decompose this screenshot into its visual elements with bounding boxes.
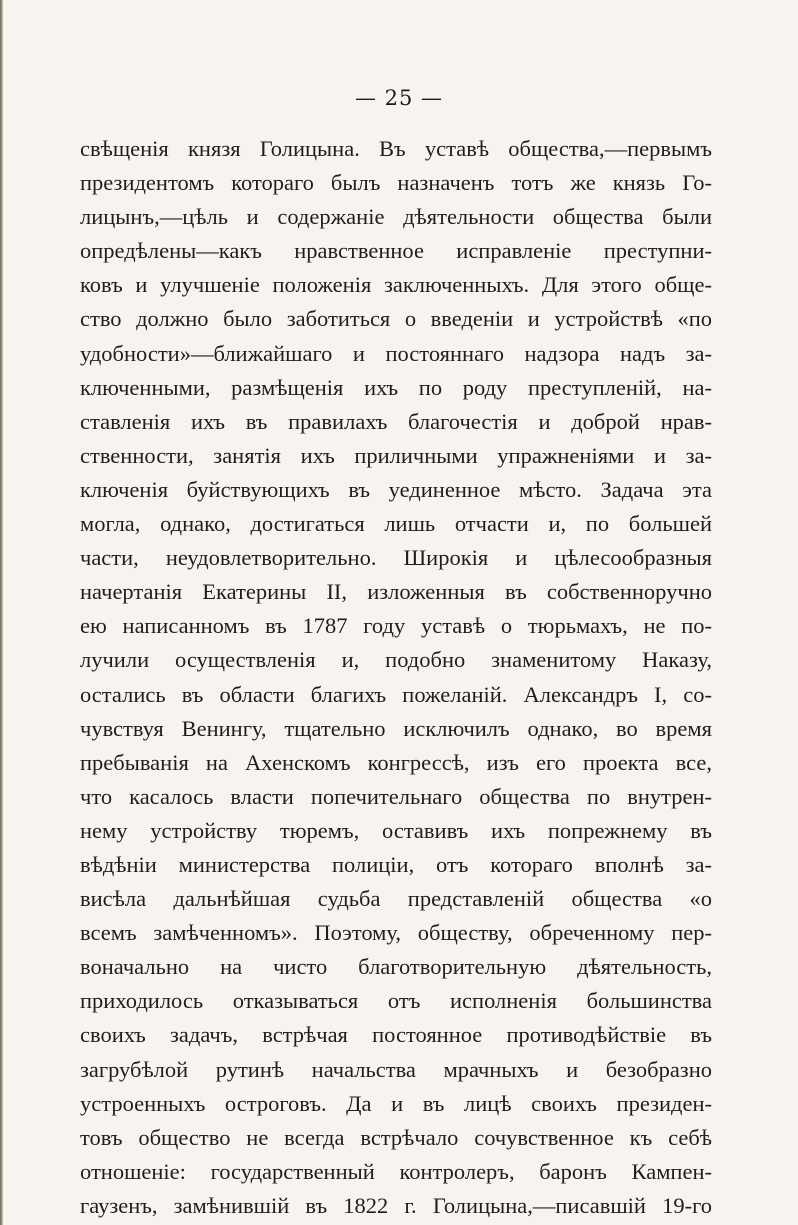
text-line: отношеніе: государственный контролеръ, баронъ Кампен- bbox=[80, 1158, 712, 1184]
text-line: ственности, занятія ихъ приличными упражненіями и за- bbox=[80, 442, 712, 468]
text-line: лучили осуществленія и, подобно знаменитому Наказу, bbox=[80, 647, 712, 673]
text-line: приходилось отказываться отъ исполненія большинства bbox=[80, 988, 712, 1014]
text-line: части, неудовлетворительно. Широкія и цѣлесообразныя bbox=[80, 545, 712, 571]
body-text bbox=[80, 132, 712, 1223]
text-line: ставленія ихъ въ правилахъ благочестія и доброй нрав- bbox=[80, 408, 712, 434]
text-line: что касалось власти попечительнаго общества по внутрен- bbox=[80, 783, 712, 809]
text-line: всемъ замѣченномъ». Поэтому, обществу, обреченному пер- bbox=[80, 920, 712, 946]
text-line: ею написанномъ въ 1787 году уставѣ о тюрьмахъ, не по- bbox=[80, 613, 712, 639]
text-line: опредѣлены—какъ нравственное исправленіе преступни- bbox=[80, 238, 712, 264]
text-line: удобности»—ближайшаго и постояннаго надзора надъ за- bbox=[80, 340, 712, 366]
text-line: начертанія Екатерины II, изложенныя въ собственноручно bbox=[80, 579, 712, 605]
text-line: гаузенъ, замѣнившій въ 1822 г. Голицына,—писавшій 19-го bbox=[80, 1192, 712, 1218]
page-edge-shadow bbox=[0, 0, 3, 1225]
text-line: своихъ задачъ, встрѣчая постоянное противодѣйствіе въ bbox=[80, 1022, 712, 1048]
text-line: загрубѣлой рутинѣ начальства мрачныхъ и безобразно bbox=[80, 1056, 712, 1082]
text-line: вѣдѣніи министерства полиціи, отъ котораго вполнѣ за- bbox=[80, 851, 712, 877]
text-line: могла, однако, достигаться лишь отчасти и, по большей bbox=[80, 511, 712, 537]
page-number: — 25 — bbox=[354, 86, 444, 110]
text-line: ство должно было заботиться о введеніи и устройствѣ «по bbox=[80, 306, 712, 332]
text-line: устроенныхъ остроговъ. Да и въ лицѣ своихъ президен- bbox=[80, 1090, 712, 1116]
text-line: пребыванія на Ахенскомъ конгрессѣ, изъ его проекта все, bbox=[80, 749, 712, 775]
text-line: воначально на чисто благотворительную дѣятельность, bbox=[80, 954, 712, 980]
text-line: президентомъ котораго былъ назначенъ тотъ же князь Го- bbox=[80, 170, 712, 196]
text-line: ковъ и улучшеніе положенія заключенныхъ. Для этого обще- bbox=[80, 272, 712, 298]
text-line: свѣщенія князя Голицына. Въ уставѣ общества,—первымъ bbox=[80, 136, 712, 161]
text-line: ключенія буйствующихъ въ уединенное мѣсто. Задача эта bbox=[80, 476, 712, 502]
text-line: нему устройству тюремъ, оставивъ ихъ попрежнему въ bbox=[80, 817, 712, 843]
text-line: остались въ области благихъ пожеланій. Александръ I, со- bbox=[80, 681, 712, 707]
text-line: ключенными, размѣщенія ихъ по роду преступленій, на- bbox=[80, 374, 712, 400]
text-line: товъ общество не всегда встрѣчало сочувственное къ себѣ bbox=[80, 1124, 712, 1150]
text-line: лицынъ,—цѣль и содержаніе дѣятельности общества были bbox=[80, 204, 712, 230]
text-line: висѣла дальнѣйшая судьба представленій общества «о bbox=[80, 886, 712, 912]
text-line: чувствуя Венингу, тщательно исключилъ однако, во время bbox=[80, 715, 712, 741]
